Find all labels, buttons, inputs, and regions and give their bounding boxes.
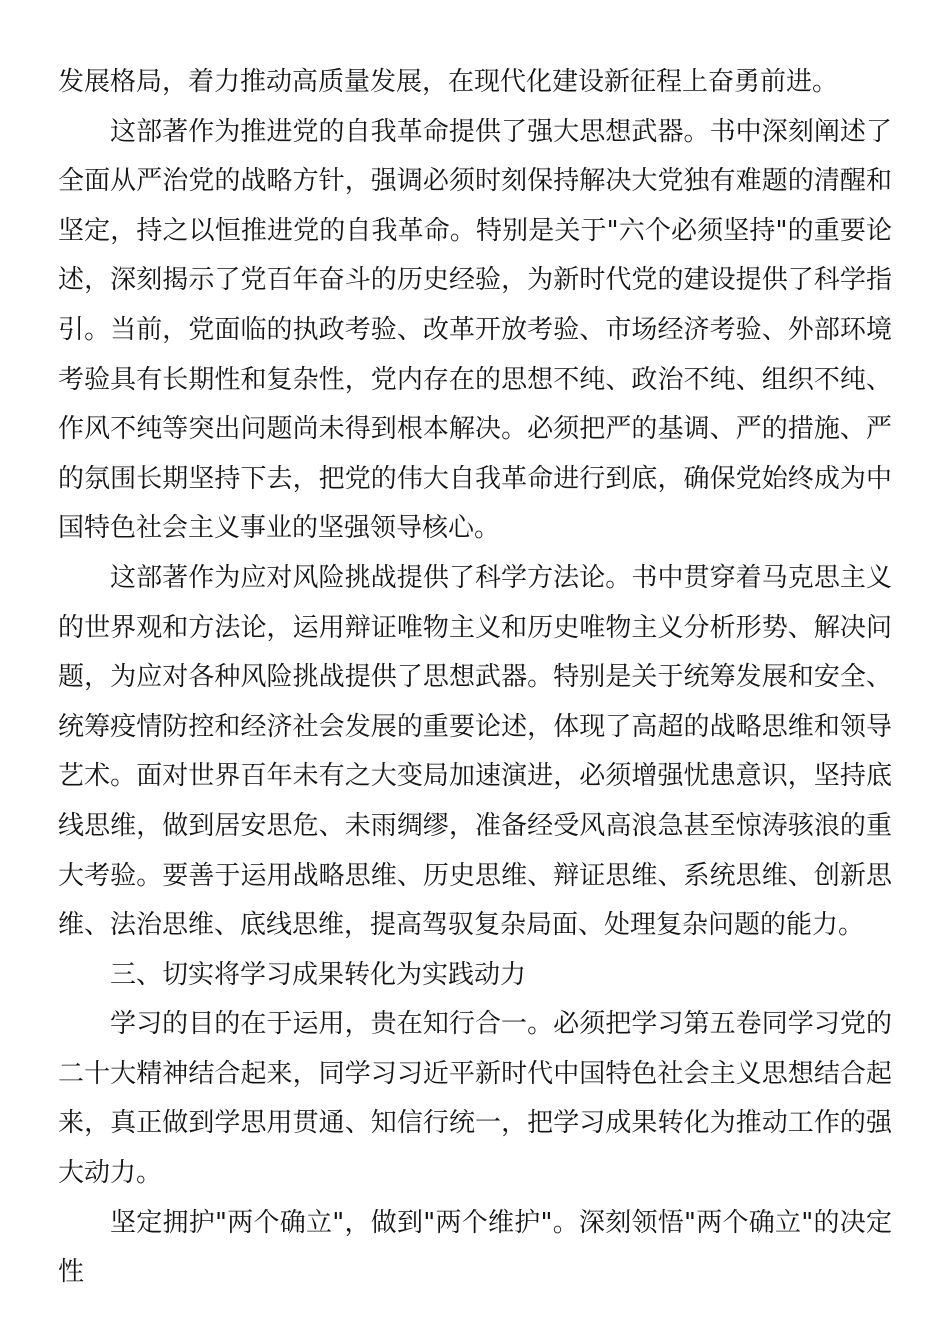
document-page — [58, 58, 892, 1298]
paragraph-two-establishments: 坚定拥护"两个确立"，做到"两个维护"。深刻领悟"两个确立"的决定性 — [58, 1207, 892, 1288]
paragraph-continued: 发展格局，着力推动高质量发展，在现代化建设新征程上奋勇前进。 — [58, 67, 839, 97]
paragraph-self-revolution: 这部著作为推进党的自我革命提供了强大思想武器。书中深刻阐述了全面从严治党的战略方针，强调必须时刻保持解决大党独有难题的清醒和坚定，持之以恒推进党的自我革命。特别是关于"六个必须坚持"的重要论述，深刻揭示了党百年奋斗的历史经验，为新时代党的建设提供了科学指引。当前，党面临的执政考验、改革开放考验、市场经济考验、外部环境考验具有长期性和复杂性，党内存在的思想不纯、政治不纯、组织不纯、作风不纯等突出问题尚未得到根本解决。必须把严的基调、严的措施、严的氛围长期坚持下去，把党的伟大自我革命进行到底，确保党始终成为中国特色社会主义事业的坚强领导核心。 — [58, 116, 892, 544]
paragraph-apply-learning: 学习的目的在于运用，贵在知行合一。必须把学习第五卷同学习党的二十大精神结合起来，同学习习近平新时代中国特色社会主义思想结合起来，真正做到学思用贯通、知信行统一，把学习成果转化为推动工作的强大动力。 — [58, 1009, 892, 1189]
paragraph-risk-challenges: 这部著作为应对风险挑战提供了科学方法论。书中贯穿着马克思主义的世界观和方法论，运用辩证唯物主义和历史唯物主义分析形势、解决问题，为应对各种风险挑战提供了思想武器。特别是关于统筹发展和安全、统筹疫情防控和经济社会发展的重要论述，体现了高超的战略思维和领导艺术。面对世界百年未有之大变局加速演进，必须增强忧患意识，坚持底线思维，做到居安思危、未雨绸缪，准备经受风高浪急甚至惊涛骇浪的重大考验。要善于运用战略思维、历史思维、辩证思维、系统思维、创新思维、法治思维、底线思维，提高驾驭复杂局面、处理复杂问题的能力。 — [58, 562, 892, 941]
section-heading: 三、切实将学习成果转化为实践动力 — [110, 959, 527, 990]
